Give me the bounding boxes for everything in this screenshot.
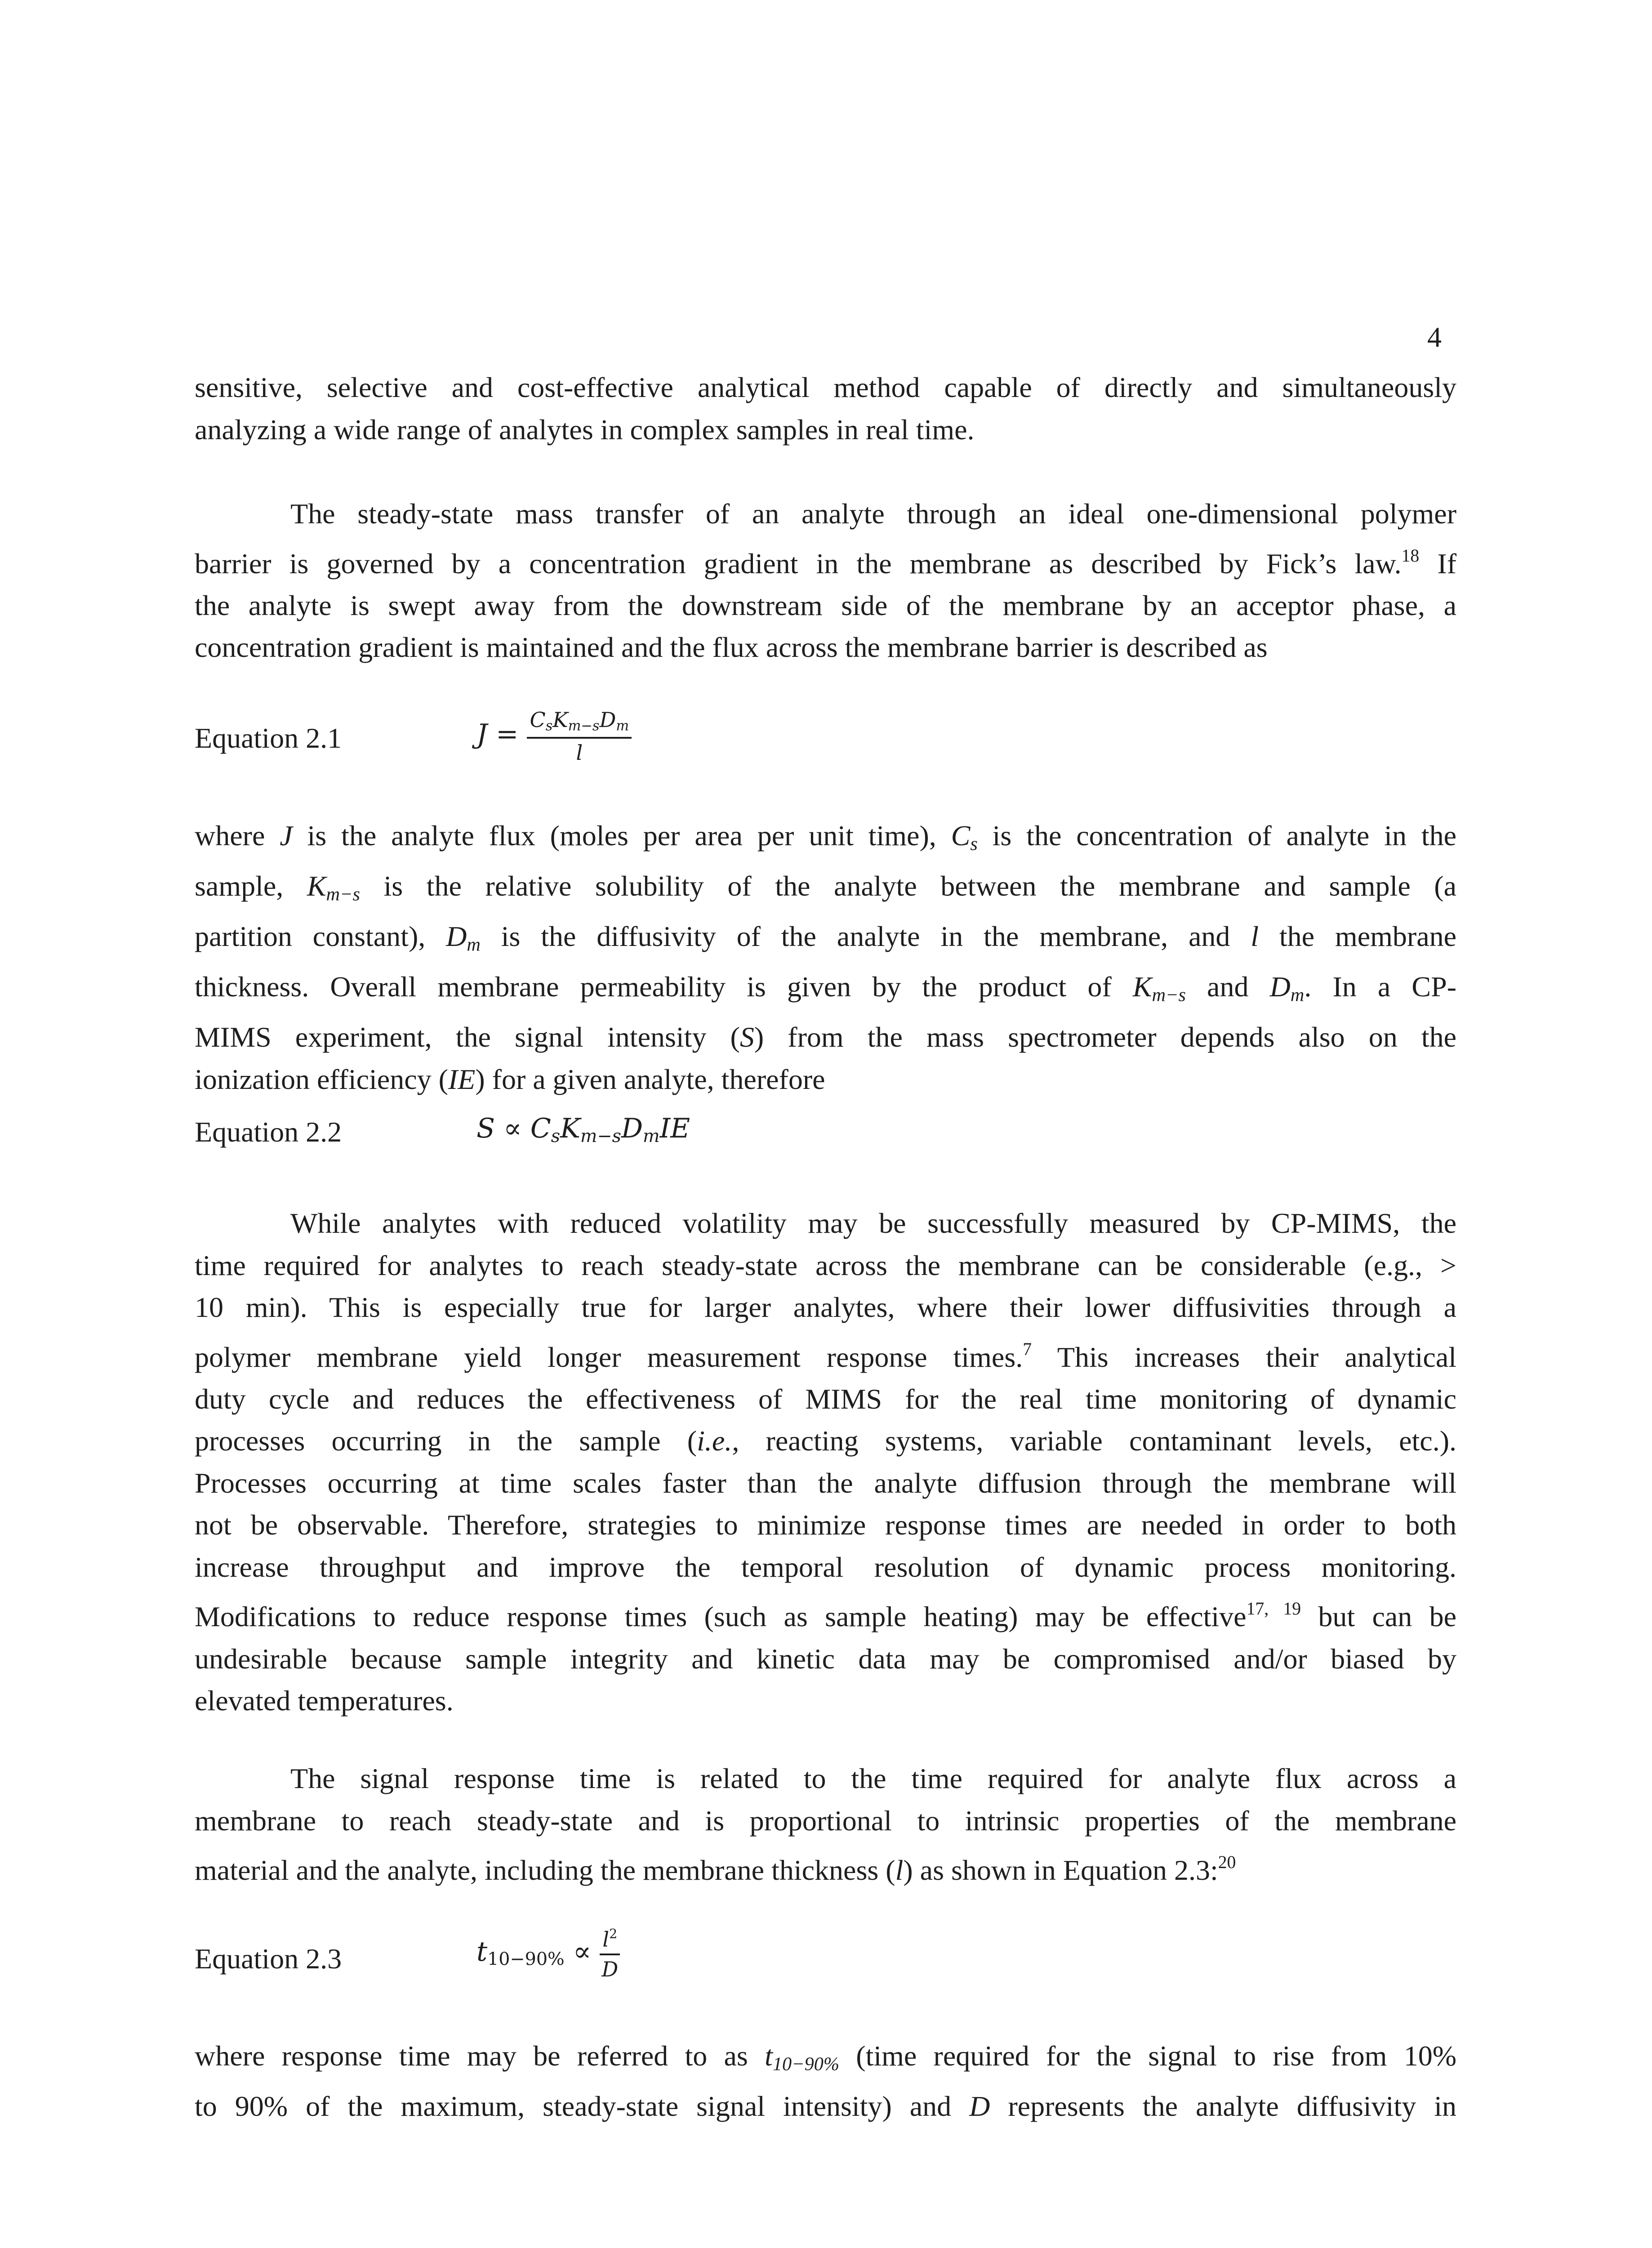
citation-ref: 17, 19 — [1246, 1599, 1301, 1619]
text-line: concentration gradient is maintained and the flux across the membrane barrier is described as — [195, 631, 1268, 664]
equation-label: Equation 2.3 — [195, 1943, 342, 1975]
fraction: $\frac{C_sK_{m-s}D_m}{l}$ — [527, 709, 632, 763]
text-line: to 90% of the maximum, steady-state signal intensity) and D represents the analyte diffusivity in — [195, 2090, 1457, 2123]
paragraph-4 — [195, 1202, 1456, 1722]
text-line: time required for analytes to reach steady-state across the membrane can be considerable (e.g., > — [195, 1249, 1456, 1281]
equation-label: Equation 2.1 — [195, 722, 342, 754]
text-line: membrane to reach steady-state and is proportional to intrinsic properties of the membrane — [195, 1804, 1456, 1837]
text-line: thickness. Overall membrane permeability is given by the product of $K_{m-s}$ and $D_m$. In a CP- — [195, 971, 1457, 1006]
text-line: processes occurring in the sample (i.e., reacting systems, variable contaminant levels, etc.). — [195, 1425, 1457, 1457]
text-line: While analytes with reduced volatility may be successfully measured by CP-MIMS, the — [290, 1207, 1456, 1239]
text-line: sensitive, selective and cost-effective analytical method capable of directly and simultaneously — [195, 371, 1456, 403]
page-number: 4 — [1427, 321, 1442, 353]
text-line: undesirable because sample integrity and kinetic data may be compromised and/or biased by — [195, 1642, 1456, 1675]
text-line: ionization efficiency (IE) for a given analyte, therefore — [195, 1063, 825, 1095]
text-line: polymer membrane yield longer measurement response times.$^7$ This increases their analytical — [195, 1339, 1457, 1373]
text-line: where response time may be referred to as $t_{10-90\%}$ (time required for the signal to rise from 10% — [195, 2040, 1457, 2075]
citation-ref: 7 — [1023, 1339, 1032, 1359]
text-line: MIMS experiment, the signal intensity (S) from the mass spectrometer depends also on the — [195, 1021, 1457, 1053]
paragraph-6 — [195, 2035, 1456, 2128]
equation-2-3: $t_{10-90\%}$ ∝ $\frac{l^2}{D}$ — [476, 1928, 620, 1980]
text-line: where J is the analyte flux (moles per area per unit time), $C_s$ is the concentration of analyte in the — [195, 820, 1457, 855]
citation-ref: 20 — [1218, 1852, 1236, 1872]
text-line: duty cycle and reduces the effectiveness of MIMS for the real time monitoring of dynamic — [195, 1383, 1456, 1415]
text-line: 10 min). This is especially true for larger analytes, where their lower diffusivities through a — [195, 1291, 1456, 1323]
paragraph-2 — [195, 493, 1456, 669]
text-line: Processes occurring at time scales faster than the analyte diffusion through the membrane will — [195, 1467, 1456, 1499]
text-line: The signal response time is related to the time required for analyte flux across a — [290, 1762, 1456, 1794]
text-line: barrier is governed by a concentration gradient in the membrane as described by Fick’s law.$^{18}$ If — [195, 545, 1457, 580]
paragraph-5 — [195, 1757, 1456, 1891]
paragraph-3 — [195, 815, 1456, 1100]
text-line: not be observable. Therefore, strategies to minimize response times are needed in order to both — [195, 1509, 1456, 1541]
text-line: analyzing a wide range of analytes in complex samples in real time. — [195, 413, 975, 446]
equation-label: Equation 2.2 — [195, 1116, 342, 1148]
paragraph-1 — [195, 366, 1456, 450]
fraction: $\frac{l^2}{D}$ — [600, 1928, 620, 1980]
text-line: increase throughput and improve the temporal resolution of dynamic process monitoring. — [195, 1551, 1456, 1583]
text-line: Modifications to reduce response times (such as sample heating) may be effective$^{17, 19}$ but can be — [195, 1599, 1456, 1633]
text-line: The steady-state mass transfer of an analyte through an ideal one-dimensional polymer — [290, 498, 1456, 530]
text-line: material and the analyte, including the membrane thickness (l) as shown in Equation 2.3:$^{20}$ — [195, 1852, 1236, 1886]
text-line: the analyte is swept away from the downstream side of the membrane by an acceptor phase, a — [195, 589, 1456, 621]
text-line: partition constant), $D_m$ is the diffusivity of the analyte in the membrane, and l the membrane — [195, 920, 1457, 955]
equation-2-2: $S \propto C_sK_{m-s}D_mIE$ — [476, 1113, 690, 1146]
text-line: elevated temperatures. — [195, 1685, 454, 1717]
text-line: sample, $K_{m-s}$ is the relative solubility of the analyte between the membrane and sample (a — [195, 870, 1457, 905]
equation-2-1: J = $\frac{C_sK_{m-s}D_m}{l}$ — [476, 709, 632, 763]
citation-ref: 18 — [1401, 545, 1420, 566]
